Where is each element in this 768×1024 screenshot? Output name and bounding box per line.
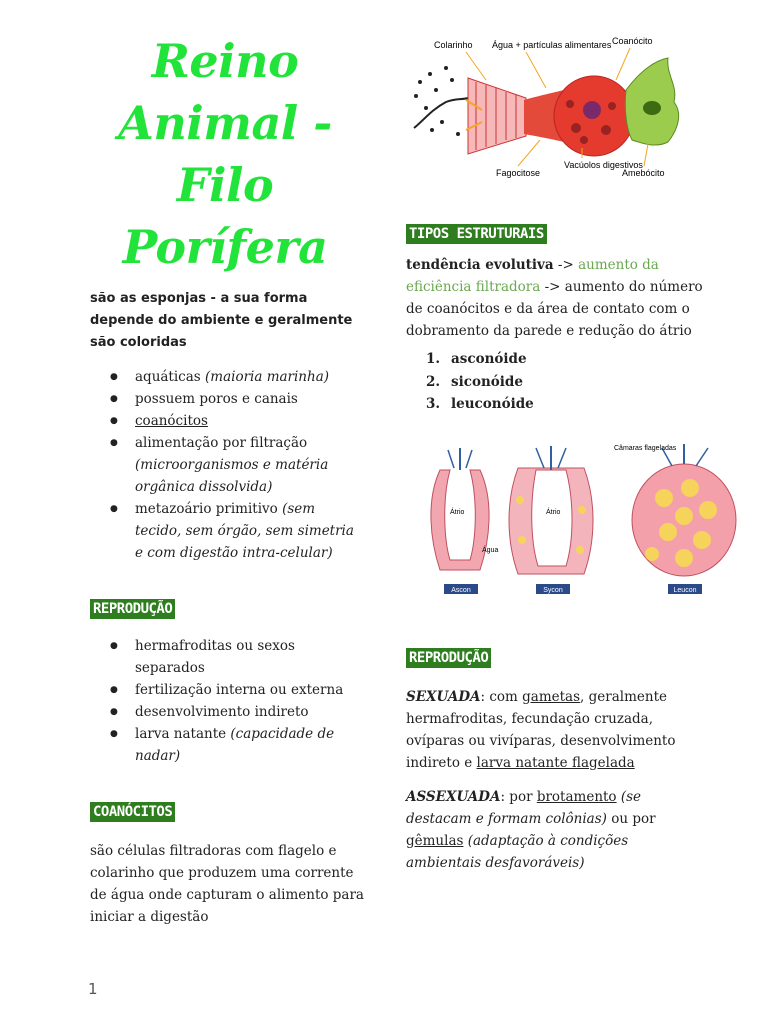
label-atrio-2: Átrio [546, 508, 561, 516]
label-fagocitose: Fagocitose [496, 168, 541, 178]
label-agua: Água + partículas alimentares [492, 40, 612, 50]
label-colarinho: Colarinho [434, 40, 473, 50]
page-number: 1 [88, 980, 98, 998]
sexuada-text: SEXUADA: com gametas, geralmente hermafroditas, fecundação cruzada, ovíparas ou vivíparas, desenvolvimento indireto e larva natante flagelada [406, 688, 676, 771]
tipos-heading: TIPOS ESTRUTURAIS [406, 224, 547, 244]
characteristics-list [90, 366, 365, 564]
label-sycon: Sycon [543, 586, 563, 594]
left-column [90, 30, 365, 928]
reproduction-list [90, 635, 365, 767]
reproduction-heading-right: REPRODUÇÃO [406, 648, 491, 668]
list-item: 2. siconóide [426, 373, 523, 390]
right-column [406, 30, 706, 874]
particles-icon [414, 66, 460, 136]
coanocitos-heading: COANÓCITOS [90, 802, 175, 822]
page-title [85, 30, 365, 278]
title-line-1: Reino [151, 34, 299, 88]
coanocitos-text: são células filtradoras com flagelo e colarinho que produzem uma corrente de água onde capturam o alimento para iniciar a digestão [90, 843, 364, 925]
list-item: ● aquáticas (maioria marinha) [108, 366, 365, 388]
label-coanocito: Coanócito [612, 36, 653, 46]
label-agua-types: Água [482, 546, 499, 554]
list-item: 1. asconóide [426, 351, 527, 367]
label-ascon: Ascon [451, 586, 471, 594]
list-item: 3. leuconóide [426, 396, 534, 412]
label-leucon: Leucon [673, 586, 697, 594]
label-amebocito: Amebócito [622, 168, 665, 178]
list-item: ● metazoário primitivo (sem tecido, sem órgão, sem simetria e com digestão intra-celular) [108, 498, 365, 564]
label-atrio-1: Átrio [450, 508, 465, 516]
choanocyte-diagram [406, 30, 686, 185]
types-list [406, 348, 706, 416]
intro-text: são as esponjas - a sua forma depende do ambiente e geralmente são coloridas [90, 291, 353, 350]
list-item: ● larva natante (capacidade de nadar) [108, 723, 365, 767]
reproduction-heading-left: REPRODUÇÃO [90, 599, 175, 619]
assexuada-text: ASSEXUADA: por brotamento (se destacam e formam colônias) ou por gêmulas (adaptação à condições ambientais desfavoráveis) [406, 788, 656, 871]
title-line-2: Animal - Filo [118, 96, 332, 212]
amoebocyte-icon [625, 58, 678, 145]
cell-body-icon [524, 76, 634, 156]
label-vacuolos: Vacúolos digestivos [564, 160, 643, 170]
title-line-3: Porífera [122, 220, 328, 274]
leucon-icon [632, 444, 736, 576]
list-item: ● alimentação por filtração (microorganismos e matéria orgânica dissolvida) [108, 432, 365, 498]
list-item: ● fertilização interna ou externa [108, 679, 365, 701]
list-item: ● desenvolvimento indireto [108, 701, 365, 723]
list-item: ● coanócitos [108, 410, 365, 432]
label-camaras: Câmaras flageladas [614, 444, 677, 452]
tipos-text: tendência evolutiva -> aumento da eficiência filtradora -> aumento do número de coanócitos e da área de contato com o dobramento da parede e redução do átrio [406, 257, 703, 339]
collar-icon [466, 78, 526, 154]
list-item: ● possuem poros e canais [108, 388, 365, 410]
sponge-types-diagram [406, 440, 746, 605]
list-item: ● hermafroditas ou sexos separados [108, 635, 365, 679]
